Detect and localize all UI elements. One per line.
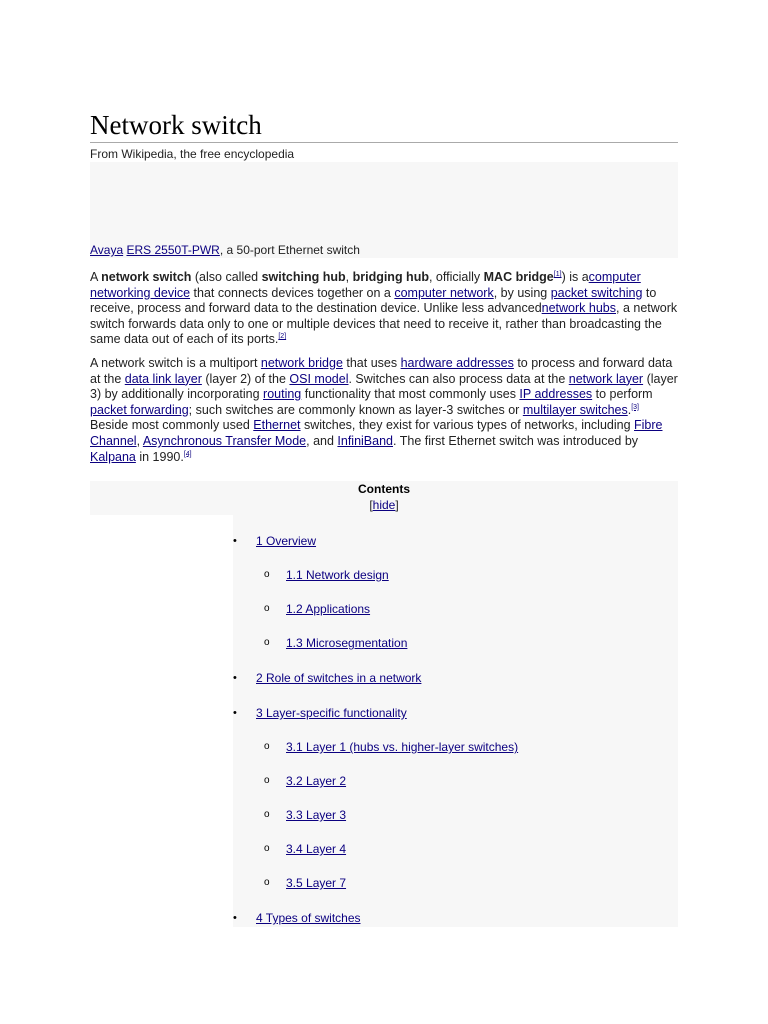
link-computer-network[interactable]: computer network bbox=[394, 285, 494, 300]
toc-toggle bbox=[90, 497, 678, 513]
text: to receive, process and forward data to the destination device. Unlike less advanced bbox=[90, 285, 657, 316]
link-fibre-channel[interactable]: Fibre Channel bbox=[90, 418, 663, 448]
link-computer-networking-device[interactable]: computer networking device bbox=[90, 270, 641, 300]
text: , and bbox=[306, 433, 338, 448]
toc-hide-link[interactable]: hide bbox=[372, 498, 396, 512]
link-ethernet[interactable]: Ethernet bbox=[253, 418, 301, 433]
link-network-hubs[interactable]: network hubs bbox=[541, 301, 617, 316]
bullet: o bbox=[264, 809, 270, 820]
bullet: o bbox=[264, 603, 270, 614]
text: in 1990. bbox=[135, 449, 184, 464]
link-routing[interactable]: routing bbox=[263, 387, 302, 402]
text: ) is a bbox=[561, 270, 589, 284]
bold-term: network switch bbox=[101, 270, 192, 284]
bold-term: bridging hub bbox=[352, 270, 429, 284]
link-ers-2550t-pwr[interactable]: ERS 2550T-PWR bbox=[126, 243, 220, 257]
link-network-bridge[interactable]: network bridge bbox=[260, 356, 343, 370]
bracket: [ bbox=[369, 498, 373, 512]
text: to process and forward data at the bbox=[90, 356, 673, 386]
toc-list bbox=[233, 515, 678, 927]
bold-term: MAC bridge bbox=[483, 270, 554, 284]
link-network-layer[interactable]: network layer bbox=[568, 371, 644, 386]
toc-link[interactable]: 3.2 Layer 2 bbox=[286, 774, 347, 788]
link-multilayer-switches[interactable]: multilayer switches bbox=[522, 402, 628, 417]
text: (layer 2) of the bbox=[201, 371, 290, 386]
link-asynchronous-transfer-mode[interactable]: Asynchronous Transfer Mode bbox=[142, 433, 307, 448]
link-infiniband[interactable]: InfiniBand bbox=[337, 433, 394, 448]
toc-link[interactable]: 3 Layer-specific functionality bbox=[256, 706, 407, 720]
reference-4[interactable]: [4] bbox=[183, 450, 192, 458]
text: . Switches can also process data at the bbox=[348, 371, 569, 386]
toc-link[interactable]: 3.4 Layer 4 bbox=[286, 842, 347, 856]
text: A network switch is a multiport bbox=[90, 356, 261, 370]
link-avaya[interactable]: Avaya bbox=[90, 243, 124, 257]
bullet: o bbox=[264, 775, 270, 786]
link-packet-switching[interactable]: packet switching bbox=[550, 285, 643, 300]
bullet: • bbox=[233, 707, 237, 719]
link-hardware-addresses[interactable]: hardware addresses bbox=[400, 356, 514, 370]
bullet: o bbox=[264, 569, 270, 580]
link-kalpana[interactable]: Kalpana bbox=[90, 449, 136, 464]
text: switches, they exist for various types of networks, including bbox=[300, 418, 635, 433]
infobox-figure bbox=[90, 162, 678, 258]
text: , bbox=[136, 433, 143, 448]
toc-link[interactable]: 3.1 Layer 1 (hubs vs. higher-layer switches) bbox=[286, 740, 519, 754]
intro-paragraph-1 bbox=[90, 270, 678, 348]
bullet: • bbox=[233, 535, 237, 547]
toc-link[interactable]: 3.5 Layer 7 bbox=[286, 876, 347, 890]
text: , a network switch forwards data only to one or multiple devices that need to receive it, rather than broadcasting the same data out of each of its ports. bbox=[90, 301, 678, 347]
toc-link[interactable]: 1 Overview bbox=[256, 534, 317, 548]
toc-link[interactable]: 4 Types of switches bbox=[256, 911, 361, 925]
reference-1[interactable]: [1] bbox=[553, 270, 562, 278]
text: (layer 3) by additionally incorporating bbox=[90, 371, 678, 402]
toc-title: Contents bbox=[358, 482, 410, 496]
text: , officially bbox=[428, 270, 484, 284]
text: functionality that most commonly uses bbox=[301, 387, 520, 402]
link-data-link-layer[interactable]: data link layer bbox=[124, 371, 202, 386]
bullet: o bbox=[264, 877, 270, 888]
bullet: o bbox=[264, 843, 270, 854]
toc-link[interactable]: 1.2 Applications bbox=[286, 602, 371, 616]
text: ; such switches are commonly known as layer-3 switches or bbox=[188, 402, 523, 417]
bullet: • bbox=[233, 912, 237, 924]
page-title: Network switch bbox=[90, 108, 678, 143]
text: , bbox=[345, 270, 353, 284]
text: (also called bbox=[191, 270, 262, 284]
toc-link[interactable]: 1.1 Network design bbox=[286, 568, 389, 582]
figure-caption bbox=[90, 243, 360, 257]
text: . The first Ethernet switch was introduced by bbox=[393, 433, 639, 448]
reference-3[interactable]: [3] bbox=[631, 403, 639, 411]
toc-link[interactable]: 2 Role of switches in a network bbox=[256, 671, 422, 685]
toc-link[interactable]: 1.3 Microsegmentation bbox=[286, 636, 408, 650]
link-osi-model[interactable]: OSI model bbox=[289, 371, 349, 386]
text: Beside most commonly used bbox=[90, 418, 254, 433]
text: . bbox=[627, 402, 632, 417]
bullet: o bbox=[264, 637, 270, 648]
text: to perform bbox=[592, 387, 653, 402]
intro-paragraph-2 bbox=[90, 356, 678, 465]
text: , by using bbox=[493, 285, 551, 300]
site-tagline: From Wikipedia, the free encyclopedia bbox=[90, 147, 295, 161]
text: A bbox=[90, 270, 102, 284]
toc-header bbox=[90, 481, 678, 515]
link-ip-addresses[interactable]: IP addresses bbox=[519, 387, 593, 402]
link-packet-forwarding[interactable]: packet forwarding bbox=[90, 402, 189, 417]
bullet: o bbox=[264, 741, 270, 752]
toc-link[interactable]: 3.3 Layer 3 bbox=[286, 808, 347, 822]
bold-term: switching hub bbox=[261, 270, 346, 284]
bracket: ] bbox=[395, 498, 399, 512]
reference-2[interactable]: [2] bbox=[278, 333, 287, 341]
caption-text: , a 50-port Ethernet switch bbox=[219, 243, 360, 257]
text: that uses bbox=[342, 356, 401, 370]
bullet: • bbox=[233, 672, 237, 684]
text: that connects devices together on a bbox=[190, 285, 395, 300]
